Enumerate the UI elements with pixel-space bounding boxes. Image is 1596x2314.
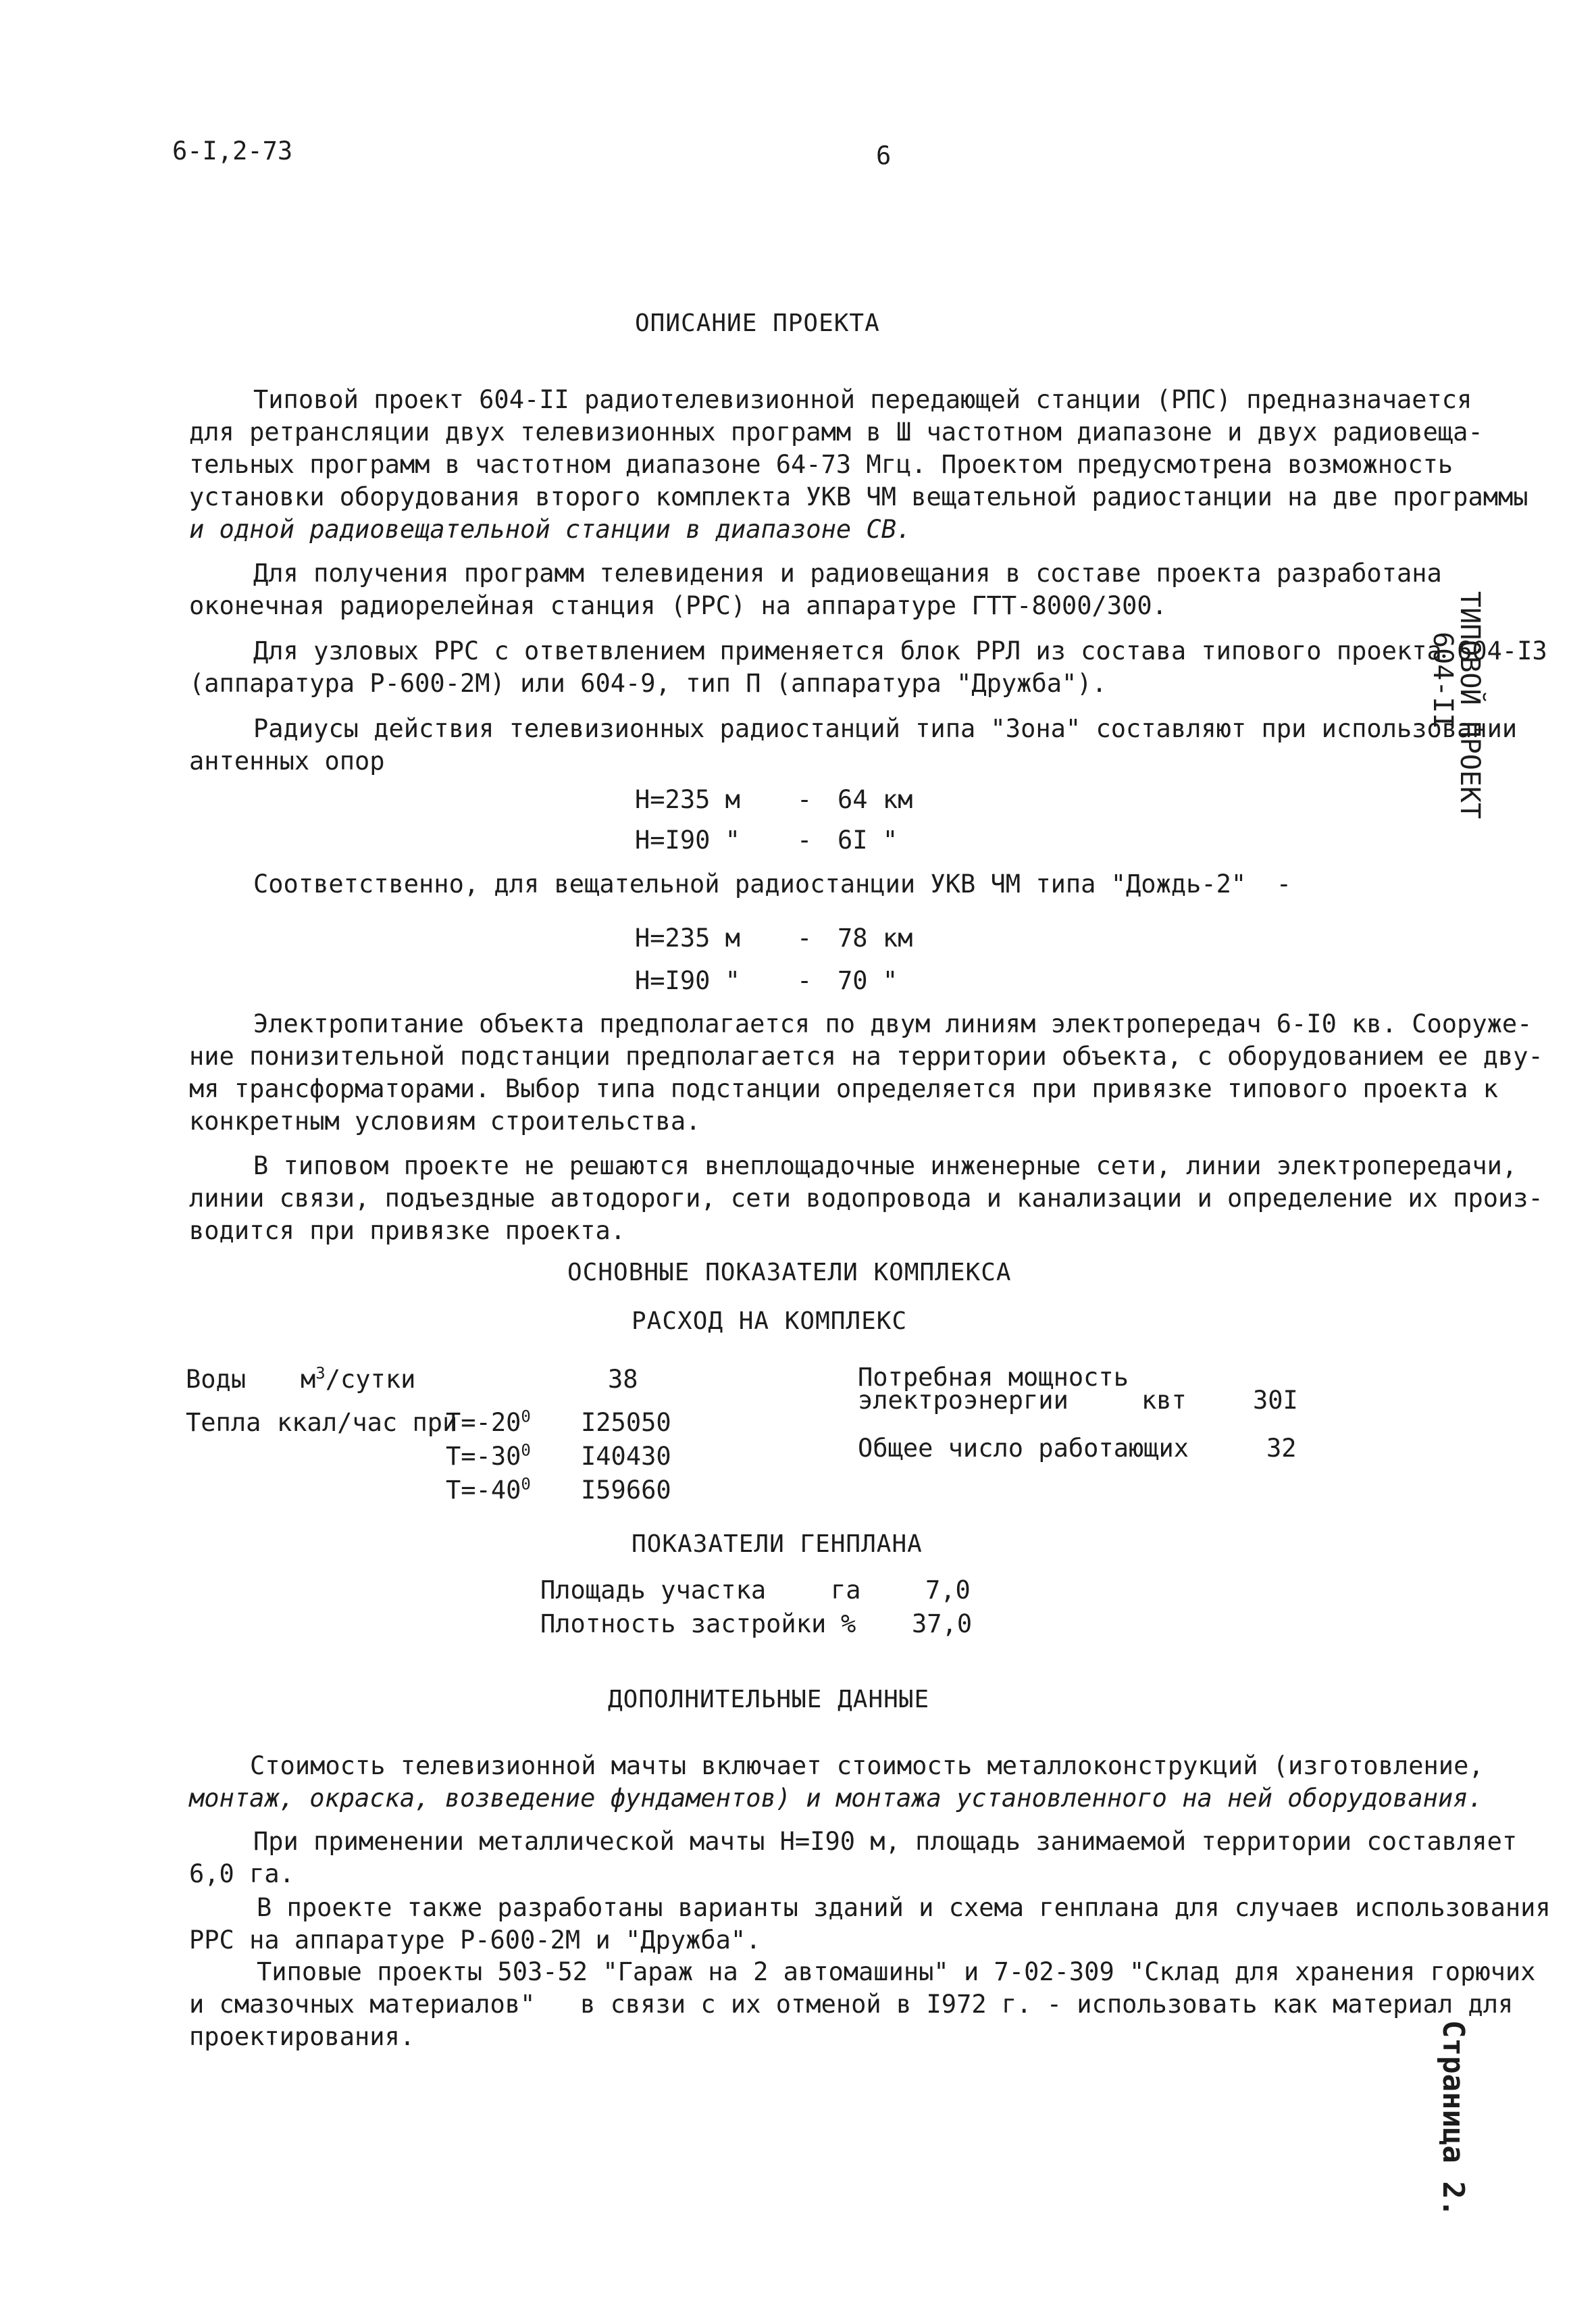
text-line: 6,0 га. [189, 1859, 294, 1888]
text-line: Типовой проект 604-II радиотелевизионной передающей станции (РПС) предназначается [253, 385, 1472, 414]
text-line: установки оборудования второго комплекта УКВ ЧМ вещательной радиостанции на две программы [189, 482, 1528, 511]
power-label-2: электроэнергии [858, 1386, 1069, 1415]
heat-unit: ккал/час при [277, 1408, 458, 1437]
radius-fm-dash: - [797, 924, 813, 953]
text-line: В типовом проекте не решаются внеплощадочные инженерные сети, линии электропередачи, [253, 1151, 1518, 1180]
text-line: Радиусы действия телевизионных радиостанций типа "Зона" составляют при использовании [253, 714, 1518, 743]
text-line: (аппаратура Р-600-2М) или 604-9, тип П (аппаратура "Дружба"). [189, 669, 1107, 698]
text-line: антенных опор [189, 747, 385, 776]
heat-value: I59660 [581, 1476, 671, 1505]
text-line: линии связи, подъездные автодороги, сети водопровода и канализации и определение их произ- [189, 1184, 1543, 1213]
genplan-row-label: Плотность застройки [540, 1609, 827, 1638]
workers-value: 32 [1266, 1434, 1297, 1463]
paragraph-external-networks [189, 1150, 1543, 1247]
heat-temperature: $Т=-20^0$ [446, 1407, 531, 1437]
document-code: 6-I,2-73 [172, 136, 293, 166]
water-label: Воды [186, 1365, 247, 1394]
section-subtitle-consumption: РАСХОД НА КОМПЛЕКС [632, 1307, 908, 1335]
text-line: и смазочных материалов" в связи с их отменой в I972 г. - использовать как материал для [189, 1990, 1514, 2019]
paragraph-fm-intro: Соответственно, для вещательной радиостанции УКВ ЧМ типа "Дождь-2" - [253, 870, 1292, 899]
heat-temperature: $Т=-40^0$ [446, 1474, 531, 1505]
section-title-additional: ДОПОЛНИТЕЛЬНЫЕ ДАННЫЕ [608, 1686, 930, 1713]
radius-fm-value: 70 " [838, 966, 898, 995]
text-line: тельных программ в частотном диапазоне 64-73 Мгц. Проектом предусмотрена возможность [189, 450, 1453, 479]
section-title-indicators: ОСНОВНЫЕ ПОКАЗАТЕЛИ КОМПЛЕКСА [567, 1259, 1012, 1286]
radius-fm-height: Н=I90 " [635, 966, 740, 995]
paragraph-power-supply [189, 1008, 1543, 1138]
text-line: При применении металлической мачты Н=I90 м, площадь занимаемой территории составляет [253, 1827, 1518, 1856]
heat-value: I25050 [581, 1408, 671, 1437]
text-line: водится при привязке проекта. [189, 1216, 626, 1245]
section-title-description: ОПИСАНИЕ ПРОЕКТА [635, 309, 880, 337]
paragraph-rrs [189, 557, 1442, 622]
paragraph-purpose [189, 384, 1528, 546]
heat-label: Тепла [186, 1408, 261, 1437]
text-line: конкретным условиям строительства. [189, 1107, 701, 1136]
text-line: Стоимость телевизионной мачты включает стоимость металлоконструкций (изготовление, [250, 1751, 1484, 1780]
radius-tv-value: 6I " [838, 826, 898, 855]
workers-label: Общее число работающих [858, 1434, 1189, 1463]
section-title-genplan: ПОКАЗАТЕЛИ ГЕНПЛАНА [632, 1530, 923, 1558]
heat-temperature: $Т=-30^0$ [446, 1440, 531, 1471]
text-line: В проекте также разработаны варианты зданий и схема генплана для случаев использования [257, 1893, 1551, 1922]
paragraph-standard-projects [189, 1956, 1536, 2053]
text-line: Типовые проекты 503-52 "Гараж на 2 автомашины" и 7-02-309 "Склад для хранения горючих [257, 1957, 1536, 1986]
paragraph-mast-cost [189, 1750, 1484, 1815]
heat-value: I40430 [581, 1442, 671, 1471]
genplan-row-unit: га [831, 1576, 861, 1605]
genplan-row-value: 37,0 [912, 1609, 973, 1638]
genplan-row-unit: % [841, 1609, 856, 1638]
text-line: проектирования. [189, 2022, 415, 2051]
page-number: 6 [876, 141, 892, 170]
side-page-label: Страница 2. [1436, 2020, 1470, 2217]
radius-fm-height: Н=235 м [635, 924, 740, 953]
text-line: Для узловых РРС с ответвлением применяется блок РРЛ из состава типового проекта 604-I3 [253, 636, 1547, 665]
paragraph-radius-tv [189, 713, 1518, 778]
radius-tv-dash: - [797, 826, 813, 855]
power-unit: квт [1141, 1386, 1187, 1415]
text-line: и одной радиовещательной станции в диапазоне СВ. [189, 515, 912, 544]
text-line: РРС на аппаратуре Р-600-2М и "Дружба". [189, 1926, 761, 1955]
genplan-row-label: Площадь участка [540, 1576, 767, 1605]
radius-fm-value: 78 км [838, 924, 913, 953]
radius-tv-dash: - [797, 785, 813, 814]
paragraph-variants [189, 1892, 1551, 1957]
paragraph-mast-area [189, 1826, 1518, 1890]
power-label-1: Потребная мощность [858, 1363, 1129, 1392]
side-stamp-number: 604-II [1427, 632, 1458, 730]
radius-tv-value: 64 км [838, 785, 913, 814]
text-line: мя трансформаторами. Выбор типа подстанции определяется при привязке типового проекта к [189, 1074, 1499, 1103]
radius-fm-dash: - [797, 966, 813, 995]
radius-tv-height: Н=I90 " [635, 826, 740, 855]
text-line: монтаж, окраска, возведение фундаментов) и монтажа установленного на ней оборудования. [189, 1784, 1483, 1813]
water-value: 38 [608, 1365, 638, 1394]
radius-tv-height: Н=235 м [635, 785, 740, 814]
text-line: ние понизительной подстанции предполагается на территории объекта, с оборудованием ее дву- [189, 1042, 1543, 1071]
power-value: 30I [1253, 1386, 1298, 1415]
side-stamp-project: ТИПОВОЙ ПРОЕКТ [1454, 591, 1485, 820]
text-line: Для получения программ телевидения и радиовещания в составе проекта разработана [253, 559, 1442, 588]
text-line: оконечная радиорелейная станция (РРС) на аппаратуре ГТТ-8000/300. [189, 591, 1167, 620]
water-unit: $м^3$/сутки [301, 1363, 416, 1394]
genplan-row-value: 7,0 [925, 1576, 971, 1605]
text-line: для ретрансляции двух телевизионных программ в Ш частотном диапазоне и двух радиовеща- [189, 418, 1483, 447]
text-line: Электропитание объекта предполагается по двум линиям электропередач 6-I0 кв. Сооруже- [253, 1009, 1533, 1038]
